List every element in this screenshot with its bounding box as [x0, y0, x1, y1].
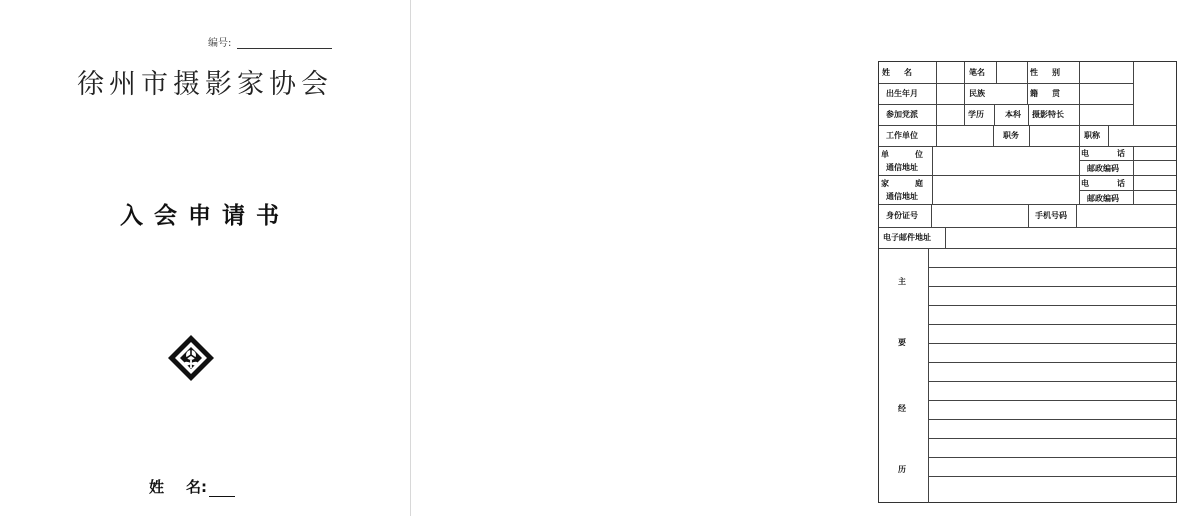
col-line [1079, 62, 1080, 125]
name-label-given: 名: [186, 478, 208, 496]
unit-mailing-address-label: 通信地址 [886, 163, 918, 172]
association-emblem-icon [166, 333, 216, 383]
experience-line [928, 343, 1176, 344]
photo-box-line [1133, 62, 1134, 125]
home-phone-label: 电 话 [1081, 179, 1125, 188]
experience-label-4: 历 [898, 465, 906, 474]
serial-number-label: 编号: [208, 38, 232, 49]
association-name: 徐州市摄影家协会 [77, 69, 333, 100]
col-line [945, 227, 946, 248]
col-line [1027, 62, 1028, 104]
col-line [936, 62, 937, 125]
name-blank-line [209, 482, 235, 497]
ethnicity-label: 民族 [969, 89, 985, 98]
work-unit-label: 工作单位 [886, 131, 918, 140]
col-line [1079, 146, 1080, 204]
photo-specialty-label: 摄影特长 [1032, 110, 1064, 119]
application-form-table [878, 61, 1177, 503]
unit-postal-code-label: 邮政编码 [1087, 164, 1119, 173]
experience-line [928, 438, 1176, 439]
experience-line [928, 476, 1176, 477]
experience-line [928, 457, 1176, 458]
position-label: 职务 [1003, 131, 1019, 140]
experience-label-2: 要 [898, 338, 906, 347]
col-line [994, 104, 995, 125]
row-line [1079, 190, 1176, 191]
experience-line [928, 381, 1176, 382]
col-line [1079, 125, 1080, 146]
experience-line [928, 400, 1176, 401]
col-line [1076, 204, 1077, 227]
row-line [1079, 160, 1176, 161]
row-line [879, 146, 1176, 147]
birth-date-label: 出生年月 [886, 89, 918, 98]
experience-label-1: 主 [898, 277, 906, 286]
row-line [879, 175, 1176, 176]
row-line [879, 227, 1176, 228]
experience-line [928, 362, 1176, 363]
row-line [879, 248, 1176, 249]
native-place-label: 籍 贯 [1030, 89, 1060, 98]
col-line [996, 62, 997, 83]
col-line [932, 146, 933, 204]
unit-label: 单 位 [881, 150, 923, 159]
home-mailing-address-label: 通信地址 [886, 192, 918, 201]
experience-line [928, 267, 1176, 268]
home-label: 家 庭 [881, 179, 923, 188]
col-line [931, 204, 932, 227]
party-label: 参加党派 [886, 110, 918, 119]
name-label: 姓 名 [882, 68, 912, 77]
education-value: 本科 [1005, 110, 1021, 119]
col-line [1029, 125, 1030, 146]
col-line [1028, 104, 1029, 125]
experience-line [928, 305, 1176, 306]
serial-number-field [208, 34, 332, 49]
mobile-label: 手机号码 [1035, 211, 1067, 220]
row-line [879, 125, 1176, 126]
col-line [936, 125, 937, 146]
col-line [1133, 146, 1134, 204]
unit-phone-label: 电 话 [1081, 149, 1125, 158]
col-line [1028, 204, 1029, 227]
education-label: 学历 [968, 110, 984, 119]
col-line [1108, 125, 1109, 146]
application-title: 入会申请书 [120, 203, 290, 229]
pen-name-label: 笔名 [969, 68, 985, 77]
experience-line [928, 419, 1176, 420]
col-line [964, 62, 965, 104]
job-title-label: 职称 [1084, 131, 1100, 140]
applicant-name-field [149, 476, 235, 497]
row-line [879, 83, 1133, 84]
col-line [928, 248, 929, 503]
col-line [993, 125, 994, 146]
gender-label: 性 别 [1030, 68, 1060, 77]
row-line [879, 104, 1133, 105]
serial-number-line [237, 38, 332, 49]
id-number-label: 身份证号 [886, 211, 918, 220]
name-label-surname: 姓 [149, 478, 165, 496]
experience-line [928, 286, 1176, 287]
email-label: 电子邮件地址 [883, 233, 931, 242]
home-postal-code-label: 邮政编码 [1087, 194, 1119, 203]
col-line [964, 104, 965, 125]
form-page [411, 0, 1125, 516]
cover-page [0, 0, 410, 516]
experience-label-3: 经 [898, 404, 906, 413]
experience-line [928, 324, 1176, 325]
